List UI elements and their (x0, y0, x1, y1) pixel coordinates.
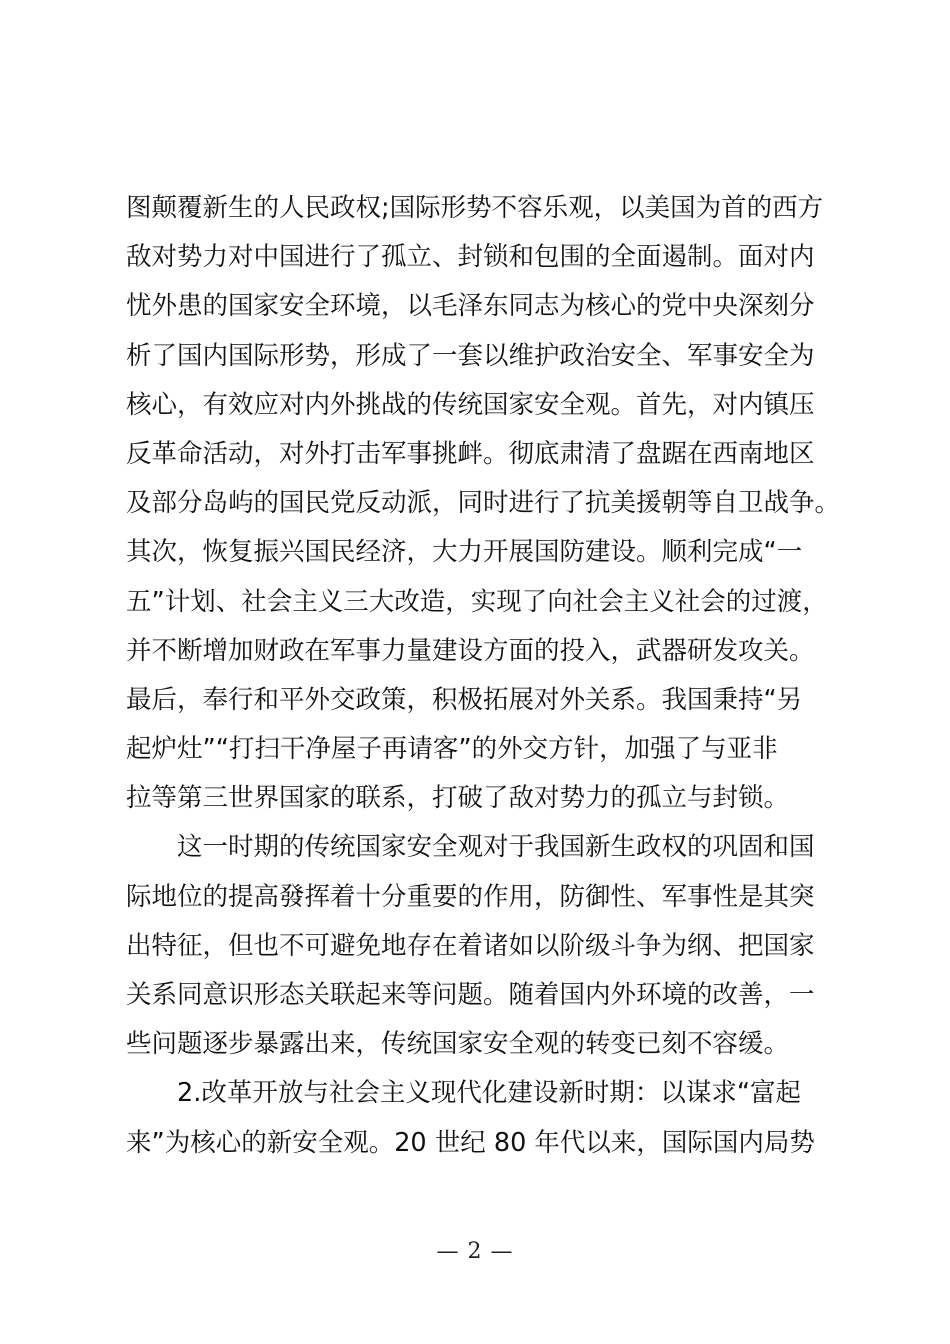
text-line: 核心，有效应对内外挑战的传统国家安全观。首先，对内镇压 (126, 389, 815, 420)
text-line: 五”计划、社会主义三大改造，实现了向社会主义社会的过渡， (126, 586, 828, 617)
text-line: 来”为核心的新安全观。20 世纪 80 年代以来，国际国内局势 (126, 1127, 815, 1158)
text-line: 忧外患的国家安全环境，以毛泽东同志为核心的党中央深刻分 (126, 291, 815, 322)
text-line: 些问题逐步暴露出来，传统国家安全观的转变已刻不容缓。 (126, 1029, 790, 1060)
page-number: — 2 — (436, 1239, 514, 1264)
text-line: 最后，奉行和平外交政策，积极拓展对外关系。我国秉持“另 (126, 684, 803, 715)
text-line: 出特征，但也不可避免地存在着诸如以阶级斗争为纲、把国家 (126, 930, 815, 961)
body-text (126, 184, 846, 1168)
text-line: 2.改革开放与社会主义现代化建设新时期：以谋求“富起 (126, 1078, 802, 1109)
text-line: 拉等第三世界国家的联系，打破了敌对势力的孤立与封锁。 (126, 783, 790, 814)
text-line: 这一时期的传统国家安全观对于我国新生政权的巩固和国 (126, 832, 815, 863)
text-line: 反革命活动，对外打击军事挑衅。彻底肃清了盘踞在西南地区 (126, 438, 815, 469)
text-line: 关系同意识形态关联起来等问题。随着国内外环境的改善，一 (126, 980, 815, 1010)
text-line: 析了国内国际形势，形成了一套以维护政治安全、军事安全为 (126, 340, 815, 371)
text-line: 敌对势力对中国进行了孤立、封锁和包围的全面遏制。面对内 (126, 242, 815, 273)
text-line: 其次，恢复振兴国民经济，大力开展国防建设。顺利完成“一 (126, 537, 803, 568)
text-line: 及部分岛屿的国民党反动派，同时进行了抗美援朝等自卫战争。 (126, 488, 841, 519)
text-line: 起炉灶”“打扫干净屋子再请客”的外交方针，加强了与亚非 (126, 734, 778, 765)
text-line: 际地位的提高發挥着十分重要的作用，防御性、军事性是其突 (126, 881, 815, 912)
text-line: 并不断增加财政在军事力量建设方面的投入，武器研发攻关。 (126, 635, 815, 666)
text-line: 图颠覆新生的人民政权;国际形势不容乐观，以美国为首的西方 (126, 193, 824, 223)
